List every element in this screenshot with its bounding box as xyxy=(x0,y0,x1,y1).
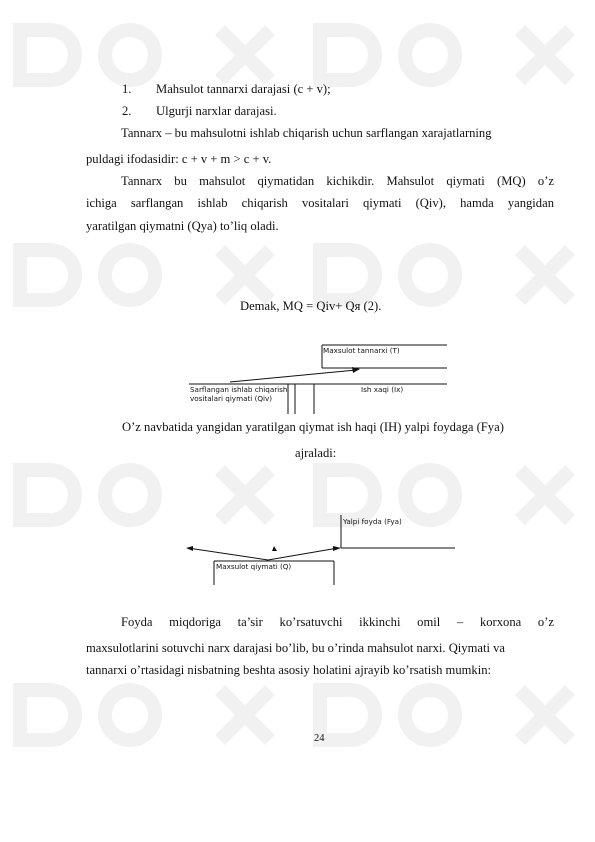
list-item-text: Ulgurji narxlar darajasi. xyxy=(156,104,277,118)
diagram-label: Yalpi foyda (Fya) xyxy=(343,517,402,526)
paragraph-line: puldagi ifodasidir: c + v + m > c + v. xyxy=(86,152,272,166)
paragraph-line: maxsulotlarini sotuvchi narx darajasi bo’lib, bu o’rinda mahsulot narxi. Qiymati va xyxy=(86,641,506,655)
paragraph-line: tannarxi o’rtasidagi nisbatning beshta asosiy holatini ajrayib ko’rsatish mumkin: xyxy=(86,663,492,677)
paragraph-line: Foyda miqdoriga ta’sir ko’rsatuvchi ikkinchi omil – korxona o’z xyxy=(121,615,554,629)
diagram-label: Maxsulot qiymati (Q) xyxy=(216,562,292,571)
list-item-text: Mahsulot tannarxi darajasi (c + v); xyxy=(156,82,331,96)
paragraph-line: O’z navbatida yangidan yaratilgan qiymat ish haqi (IH) yalpi foydaga (Fya) xyxy=(122,420,504,434)
formula: Demak, MQ = Qiv+ Qя (2). xyxy=(240,299,382,313)
diagram-label: Ish xaqi (Ix) xyxy=(361,385,404,394)
list-item-number: 1. xyxy=(122,82,132,96)
diagram-label: Maxsulot tannarxi (T) xyxy=(323,346,400,355)
paragraph-line: ichiga sarflangan ishlab chiqarish vositalari qiymati (Qiv), hamda yangidan xyxy=(86,196,554,210)
page-number: 24 xyxy=(314,733,325,744)
paragraph-line: Tannarx – bu mahsulotni ishlab chiqarish uchun sarflangan xarajatlarning xyxy=(121,126,492,140)
diagram-label: vositalari qiymati (Qiv) xyxy=(190,394,273,403)
paragraph-line: Tannarx bu mahsulot qiymatidan kichikdir. Mahsulot qiymati (MQ) o’z xyxy=(121,174,554,188)
paragraph-line: ajraladi: xyxy=(295,446,337,460)
paragraph-line: yaratilgan qiymatni (Qya) to’liq oladi. xyxy=(86,219,279,233)
list-item-number: 2. xyxy=(122,104,132,118)
diagram-label: Sarflangan ishlab chiqarish xyxy=(190,385,288,394)
